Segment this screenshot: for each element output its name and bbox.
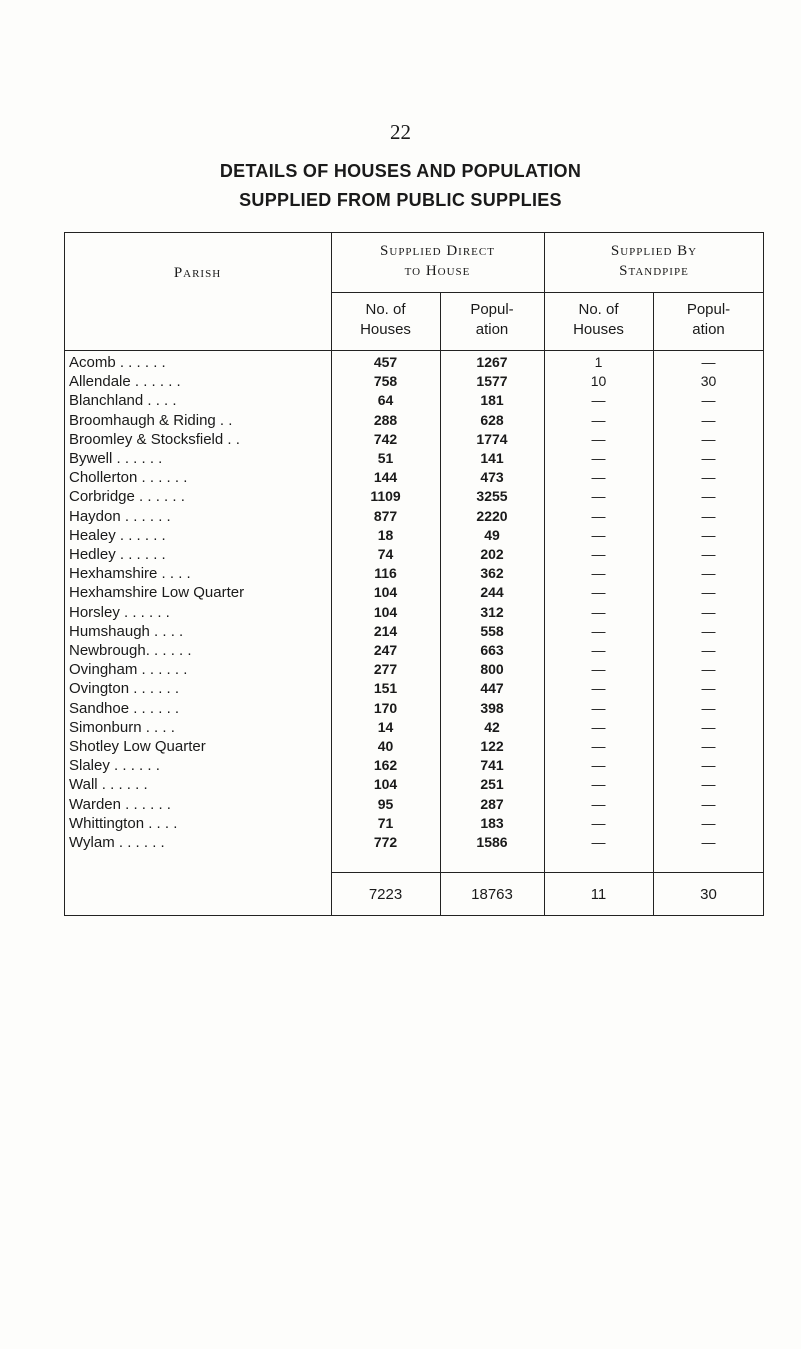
- table-row: [64, 354, 764, 375]
- table-row: [64, 680, 764, 701]
- direct-population: 1774: [476, 430, 508, 447]
- direct-population: 1267: [476, 354, 508, 370]
- standpipe-population: —: [701, 622, 716, 639]
- direct-houses: 116: [374, 565, 397, 582]
- parish-name: Ovington . . . . . .: [69, 680, 180, 698]
- parish-name: Warden . . . . . .: [69, 795, 171, 813]
- standpipe-houses: —: [591, 469, 606, 486]
- standpipe-pop-header: [653, 300, 764, 340]
- houses-label-2: Houses: [360, 321, 411, 338]
- standpipe-houses: —: [591, 507, 606, 524]
- table-row: [64, 796, 764, 817]
- direct-population: 42: [484, 718, 500, 735]
- direct-houses: 64: [377, 392, 394, 409]
- total-houses: 7223: [368, 886, 403, 903]
- parish-name: Acomb . . . . . .: [69, 354, 166, 371]
- direct-houses: 247: [373, 642, 398, 658]
- direct-houses: 170: [373, 699, 398, 716]
- total-pop: 18763: [471, 886, 513, 903]
- standpipe-houses: —: [591, 546, 606, 562]
- standpipe-population: —: [701, 469, 716, 486]
- direct-population: 251: [480, 776, 504, 793]
- standpipe-houses: —: [591, 718, 606, 735]
- direct-header: [331, 241, 544, 281]
- houses-label-1: No. of: [365, 301, 406, 318]
- direct-houses: 772: [373, 834, 398, 850]
- table-row: [64, 776, 764, 797]
- table-row: [64, 546, 764, 567]
- standpipe-population: —: [701, 661, 716, 678]
- table-row: [64, 469, 764, 490]
- parish-name: Shotley Low Quarter: [69, 738, 206, 755]
- standpipe-header-line1: Supplied By: [610, 243, 698, 259]
- standpipe-houses: —: [591, 622, 606, 639]
- direct-houses: 40: [377, 738, 394, 754]
- standpipe-houses: —: [591, 738, 606, 754]
- standpipe-houses: —: [591, 776, 606, 793]
- standpipe-houses: 1: [594, 354, 603, 370]
- standpipe-houses: —: [591, 526, 606, 543]
- pop-label-2: ation: [692, 321, 725, 338]
- parish-name: Bywell . . . . . .: [69, 450, 163, 467]
- standpipe-population: —: [701, 354, 716, 370]
- houses-label-2: Houses: [573, 321, 624, 338]
- direct-houses: 758: [373, 373, 398, 390]
- direct-population: 398: [480, 699, 504, 716]
- parish-name: Newbrough. . . . . .: [69, 642, 192, 659]
- standpipe-population: —: [701, 776, 716, 793]
- parish-name: Hedley . . . . . .: [69, 546, 166, 563]
- parish-name: Whittington . . . .: [69, 814, 178, 832]
- direct-population: 362: [480, 565, 504, 582]
- parish-name: Hexhamshire . . . .: [69, 565, 191, 583]
- direct-population: 800: [480, 661, 504, 678]
- houses-label-1: No. of: [578, 301, 619, 318]
- table-bottom-rule: [64, 915, 764, 916]
- table-row: [64, 392, 764, 413]
- direct-houses: 18: [377, 526, 394, 543]
- direct-population: 287: [480, 795, 504, 812]
- direct-houses: 1109: [370, 488, 401, 505]
- direct-houses: 104: [373, 603, 398, 620]
- parish-header: [64, 263, 331, 283]
- direct-houses: 162: [373, 757, 398, 774]
- standpipe-population: —: [701, 392, 716, 409]
- parish-name: Wylam . . . . . .: [69, 834, 165, 851]
- parish-name: Allendale . . . . . .: [69, 373, 181, 391]
- standpipe-houses: —: [591, 834, 606, 850]
- parish-name: Hexhamshire Low Quarter: [69, 584, 245, 602]
- table-row: [64, 431, 764, 452]
- parish-name: Horsley . . . . . .: [69, 603, 170, 621]
- total-sp-houses: 11: [590, 886, 607, 903]
- parish-name: Broomhaugh & Riding . .: [69, 411, 233, 429]
- page-number: 22: [390, 120, 411, 144]
- standpipe-population: —: [701, 411, 716, 428]
- standpipe-houses: —: [591, 661, 606, 678]
- table-row: [64, 757, 764, 778]
- standpipe-houses: —: [591, 450, 606, 466]
- table-row: [64, 815, 764, 836]
- parish-name: Healey . . . . . .: [69, 526, 166, 544]
- direct-population: 122: [480, 738, 504, 754]
- table-row: [64, 565, 764, 586]
- table-row: [64, 719, 764, 740]
- direct-population: 558: [480, 622, 504, 639]
- total-sp-pop: 30: [700, 886, 717, 903]
- table-row: [64, 738, 764, 759]
- table-row: [64, 527, 764, 548]
- direct-population: 2220: [476, 507, 508, 524]
- direct-houses: 144: [373, 469, 398, 486]
- parish-name: Broomley & Stocksfield . .: [69, 430, 240, 448]
- direct-population: 741: [480, 757, 504, 774]
- direct-population: 473: [480, 469, 504, 486]
- parish-name: Ovingham . . . . . .: [69, 661, 188, 679]
- direct-houses: 51: [377, 450, 394, 466]
- table-row: [64, 604, 764, 625]
- direct-houses: 214: [373, 622, 398, 639]
- table-row: [64, 450, 764, 471]
- parish-name: Chollerton . . . . . .: [69, 469, 188, 487]
- direct-population: 49: [484, 526, 500, 543]
- totals-row: [64, 886, 764, 907]
- direct-population: 181: [480, 392, 504, 409]
- standpipe-population: —: [701, 603, 716, 620]
- direct-houses: 151: [373, 680, 398, 697]
- standpipe-population: —: [701, 430, 716, 447]
- table-row: [64, 508, 764, 529]
- parish-name: Slaley . . . . . .: [69, 757, 160, 775]
- subheader-rule: [331, 292, 764, 293]
- table-row: [64, 642, 764, 663]
- direct-population: 312: [480, 603, 504, 620]
- table-row: [64, 834, 764, 855]
- direct-houses: 74: [377, 546, 394, 562]
- standpipe-houses: —: [591, 430, 606, 447]
- standpipe-population: —: [701, 680, 716, 697]
- parish-name: Blanchland . . . .: [69, 392, 177, 410]
- direct-population: 1577: [476, 373, 508, 390]
- direct-population: 663: [480, 642, 504, 658]
- parish-name: Sandhoe . . . . . .: [69, 699, 180, 717]
- pop-label-1: Popul-: [686, 301, 731, 318]
- table-row: [64, 661, 764, 682]
- direct-houses: 742: [373, 430, 398, 447]
- direct-population: 3255: [476, 488, 508, 505]
- standpipe-houses: —: [591, 757, 606, 774]
- direct-houses: 104: [373, 776, 398, 793]
- direct-houses: 277: [373, 661, 398, 678]
- parish-name: Simonburn . . . .: [69, 718, 175, 736]
- standpipe-houses: —: [591, 411, 606, 428]
- direct-population: 628: [480, 411, 504, 428]
- direct-houses: 95: [377, 795, 394, 812]
- standpipe-houses: 10: [590, 373, 607, 390]
- standpipe-houses: —: [591, 795, 606, 812]
- standpipe-houses: —: [591, 680, 606, 697]
- standpipe-houses: —: [591, 584, 606, 601]
- table-row: [64, 488, 764, 509]
- parish-name: Haydon . . . . . .: [69, 507, 171, 525]
- table-row: [64, 623, 764, 644]
- direct-population: 141: [480, 450, 504, 466]
- table-top-rule: [64, 232, 764, 233]
- direct-population: 183: [480, 814, 504, 831]
- totals-top-rule: [331, 872, 764, 873]
- standpipe-population: —: [701, 757, 716, 774]
- direct-population: 244: [480, 584, 504, 601]
- standpipe-houses: —: [591, 699, 606, 716]
- pop-label-1: Popul-: [470, 301, 514, 318]
- standpipe-population: —: [701, 526, 716, 543]
- standpipe-population: —: [701, 795, 716, 812]
- direct-population: 202: [480, 546, 504, 562]
- standpipe-population: —: [701, 584, 716, 601]
- standpipe-houses: —: [591, 814, 606, 831]
- page-subtitle: SUPPLIED FROM PUBLIC SUPPLIES: [239, 190, 562, 210]
- standpipe-population: —: [701, 488, 716, 505]
- standpipe-population: 30: [700, 373, 717, 390]
- direct-houses: 877: [373, 507, 398, 524]
- table-row: [64, 584, 764, 605]
- pop-label-2: ation: [475, 321, 509, 338]
- parish-name: Corbridge . . . . . .: [69, 488, 185, 506]
- direct-houses: 457: [373, 354, 398, 370]
- parish-name: Humshaugh . . . .: [69, 622, 184, 640]
- standpipe-population: —: [701, 450, 716, 466]
- direct-houses: 71: [377, 814, 394, 831]
- standpipe-population: —: [701, 565, 716, 582]
- parish-header-label: Parish: [173, 265, 222, 281]
- standpipe-header-line2: Standpipe: [619, 263, 689, 279]
- standpipe-population: —: [701, 507, 716, 524]
- table-row: [64, 373, 764, 394]
- direct-population: 447: [480, 680, 504, 697]
- standpipe-population: —: [701, 834, 716, 850]
- direct-population: 1586: [476, 834, 508, 850]
- table-row: [64, 412, 764, 433]
- standpipe-header: [544, 241, 764, 281]
- direct-pop-header: [440, 300, 544, 340]
- standpipe-population: —: [701, 642, 716, 658]
- standpipe-population: —: [701, 738, 716, 754]
- direct-houses-header: [331, 300, 440, 340]
- standpipe-population: —: [701, 814, 716, 831]
- standpipe-population: —: [701, 699, 716, 716]
- standpipe-houses: —: [591, 488, 606, 505]
- supplies-table: [64, 222, 764, 922]
- standpipe-population: —: [701, 546, 716, 562]
- direct-houses: 288: [373, 411, 398, 428]
- header-bottom-rule: [64, 350, 764, 351]
- standpipe-houses: —: [591, 565, 606, 582]
- standpipe-houses-header: [544, 300, 653, 340]
- table-row: [64, 700, 764, 721]
- direct-houses: 14: [377, 718, 394, 735]
- standpipe-population: —: [701, 718, 716, 735]
- standpipe-houses: —: [591, 392, 606, 409]
- standpipe-houses: —: [591, 603, 606, 620]
- direct-header-line2: to House: [404, 263, 471, 279]
- direct-header-line1: Supplied Direct: [380, 243, 495, 259]
- direct-houses: 104: [373, 584, 398, 601]
- page-title: DETAILS OF HOUSES AND POPULATION: [219, 161, 582, 181]
- parish-name: Wall . . . . . .: [69, 776, 148, 794]
- standpipe-houses: —: [591, 642, 606, 658]
